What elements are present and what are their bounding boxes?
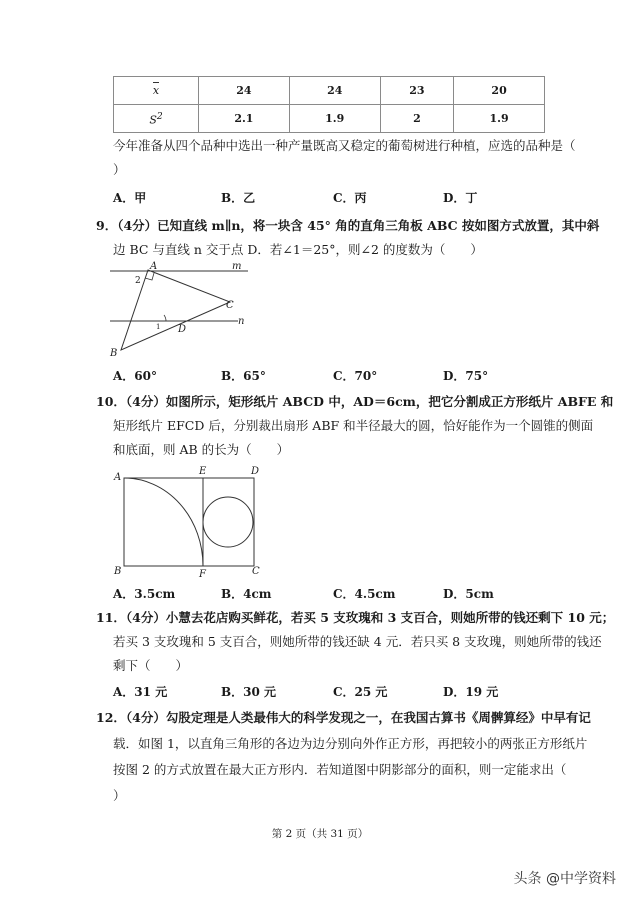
inscribed-circle (203, 497, 253, 547)
option-b: B．65° (221, 369, 266, 383)
label-n: n (238, 316, 245, 327)
label-a: A (150, 261, 158, 272)
angle1-arc (164, 315, 166, 321)
label-b: B (114, 566, 122, 577)
watermark-prefix: 头条 (513, 871, 542, 887)
option-d: D．丁 (443, 191, 478, 205)
table-cell: 23 (380, 77, 454, 105)
q10-options (113, 584, 543, 604)
variance-table (113, 76, 545, 133)
table-cell: 24 (289, 77, 380, 105)
label-c: C (226, 300, 234, 311)
option-d: D．19 元 (443, 685, 499, 699)
q11-text-line1: 11．（4分）小慧去花店购买鲜花，若买 5 支玫瑰和 3 支百合，则她所带的钱还剩下 10 元； (96, 610, 615, 625)
table-cell: 1.9 (454, 105, 545, 133)
table-row (114, 105, 545, 133)
q11-text-line3: 剩下（ ） (113, 658, 189, 673)
option-b: B．30 元 (221, 685, 277, 699)
q9-options (113, 366, 543, 386)
label-c: C (252, 566, 260, 577)
q8-text-line1: 今年准备从四个品种中选出一种产量既高又稳定的葡萄树进行种植，应选的品种是（ (113, 138, 576, 153)
option-b: B．乙 (221, 191, 256, 205)
table-cell: 2 (380, 105, 454, 133)
option-c: C．丙 (333, 191, 367, 205)
label-d: D (251, 466, 260, 477)
table-cell-mean-label: x (114, 77, 199, 105)
option-b: B．4cm (221, 587, 272, 601)
watermark-handle: @中学资料 (546, 871, 616, 887)
table-cell: 20 (454, 77, 545, 105)
option-a: A．甲 (113, 191, 147, 205)
q12-text-line1: 12．（4分）勾股定理是人类最伟大的科学发现之一，在我国古算书《周髀算经》中早有记 (96, 710, 591, 725)
table-cell-variance-label: $S^2$ (114, 105, 199, 133)
option-c: C．4.5cm (333, 587, 396, 601)
label-angle2: 2 (135, 276, 141, 286)
option-a: A．31 元 (113, 685, 168, 699)
q10-figure (112, 464, 272, 584)
option-a: A．60° (113, 369, 158, 383)
q9-figure (108, 258, 258, 358)
watermark (514, 868, 616, 888)
q12-text-line4: ） (113, 788, 126, 803)
q10-text-line1: 10．（4分）如图所示，矩形纸片 ABCD 中，AD＝6cm，把它分割成正方形纸片 ABFE 和 (96, 394, 614, 409)
label-a: A (114, 472, 122, 483)
q8-options (113, 188, 543, 208)
q10-text-line3: 和底面，则 AB 的长为（ ） (113, 442, 290, 457)
q11-text-line2: 若买 3 支玫瑰和 5 支百合，则她所带的钱还缺 4 元．若只买 8 支玫瑰，则她所带的钱还 (113, 634, 602, 649)
label-angle1: 1 (156, 323, 161, 331)
label-b: B (110, 348, 118, 359)
label-m: m (232, 261, 242, 272)
option-a: A．3.5cm (113, 587, 176, 601)
option-c: C．25 元 (333, 685, 388, 699)
rectangle-abcd (124, 478, 254, 566)
page-number: 第 2 页（共 31 页） (271, 828, 369, 840)
label-f: F (199, 569, 206, 580)
sector-arc-abf (124, 478, 203, 566)
table-row (114, 77, 545, 105)
label-d: D (178, 324, 187, 335)
q9-text-line1: 9．（4分）已知直线 m∥n，将一块含 45° 角的直角三角板 ABC 按如图方式放置，其中斜 (96, 218, 600, 233)
q8-text-line2: ） (113, 162, 126, 177)
q12-text-line2: 载．如图 1，以直角三角形的各边为边分别向外作正方形，再把较小的两张正方形纸片 (113, 736, 588, 751)
option-d: D．5cm (443, 587, 494, 601)
label-e: E (199, 466, 207, 477)
table-cell: 1.9 (289, 105, 380, 133)
option-c: C．70° (333, 369, 378, 383)
q12-text-line3: 按图 2 的方式放置在最大正方形内．若知道图中阴影部分的面积，则一定能求出（ (113, 762, 567, 777)
q11-options (113, 682, 543, 702)
table-cell: 2.1 (199, 105, 290, 133)
option-d: D．75° (443, 369, 489, 383)
table-cell: 24 (199, 77, 290, 105)
q10-text-line2: 矩形纸片 EFCD 后，分别裁出扇形 ABF 和半径最大的圆，恰好能作为一个圆锥的侧面 (113, 418, 594, 433)
q9-text-line2: 边 BC 与直线 n 交于点 D．若∠1＝25°，则∠2 的度数为（ ） (113, 242, 483, 257)
